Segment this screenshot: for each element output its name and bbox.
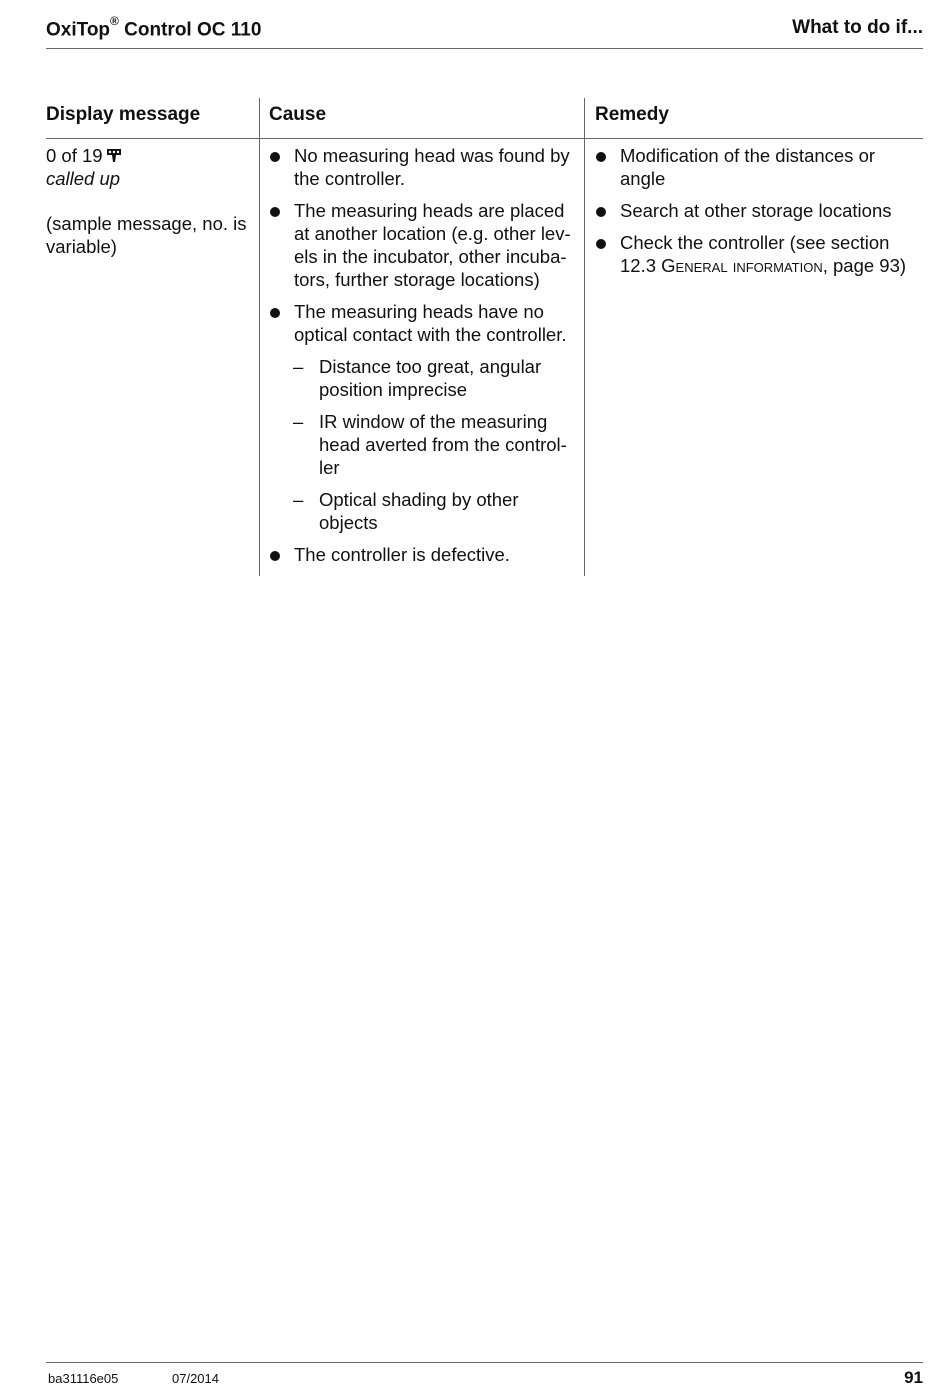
bullet-dot-icon [270, 152, 280, 162]
display-message-cell [46, 144, 256, 258]
column-header-display-message: Display message [46, 104, 201, 125]
cause-cell [269, 144, 581, 575]
bullet-dot-icon [270, 551, 280, 561]
cause-subitem: – Optical shading by other objects [293, 489, 519, 533]
troubleshooting-table [46, 98, 923, 565]
antenna-icon [105, 147, 123, 163]
page-header [46, 14, 923, 49]
column-header-remedy: Remedy [595, 104, 669, 125]
document-id: ba31116e05 [48, 1371, 119, 1386]
header-product-title: OxiTop® Control OC 110 [46, 14, 262, 41]
column-divider [584, 98, 585, 576]
table-header-row [46, 98, 923, 139]
document-date: 07/2014 [172, 1371, 219, 1386]
remedy-bullet: Check the controller (see section 12.3 General information, page 93) [595, 231, 923, 277]
column-header-cause: Cause [269, 104, 327, 125]
cause-subitem: – IR window of the measuring head averted from the control-ler [293, 411, 567, 478]
bullet-dot-icon [270, 207, 280, 217]
display-message-subline: called up [46, 168, 121, 189]
bullet-dot-icon [270, 308, 280, 318]
display-message-line: 0 of 19 [46, 144, 256, 167]
cause-bullet: The controller is defective. [269, 543, 581, 566]
bullet-dot-icon [596, 207, 606, 217]
section-reference: General information [661, 255, 823, 276]
cause-bullet: The measuring heads are placed at another location (e.g. other lev-els in the incubator, other incuba-tors, further storage locations) [269, 199, 581, 291]
header-section-title: What to do if... [792, 17, 923, 38]
cause-subitem: – Distance too great, angular position imprecise [293, 356, 542, 400]
column-divider [259, 98, 260, 576]
remedy-bullet: Search at other storage locations [595, 199, 923, 222]
cause-bullet: The measuring heads have no optical contact with the controller. [269, 300, 581, 346]
page-footer [46, 1362, 923, 1389]
bullet-dot-icon [596, 152, 606, 162]
remedy-bullet: Modification of the distances or angle [595, 144, 923, 190]
remedy-cell [595, 144, 923, 286]
page-number: 91 [904, 1368, 923, 1387]
cause-bullet: No measuring head was found by the controller. [269, 144, 581, 190]
bullet-dot-icon [596, 239, 606, 249]
display-message-note: (sample message, no. is variable) [46, 213, 247, 257]
